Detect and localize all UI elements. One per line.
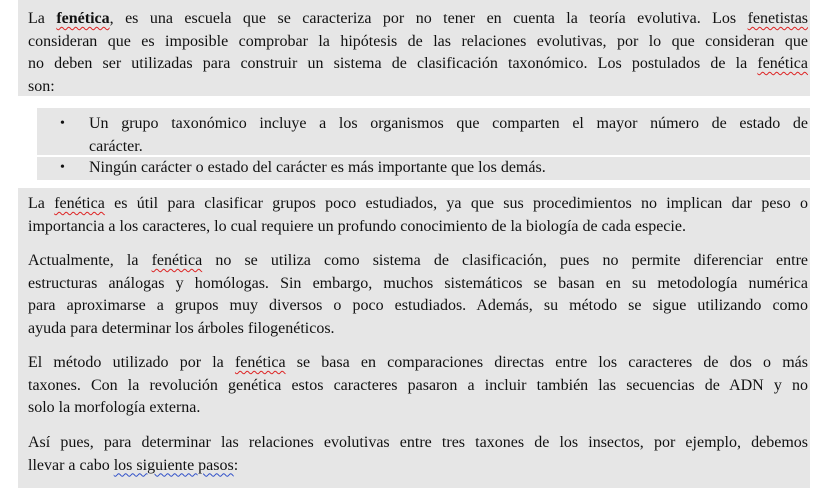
bullet-icon: • xyxy=(60,116,65,131)
bullet-text xyxy=(89,157,808,180)
spell-flag[interactable]: fenética xyxy=(54,195,105,212)
spell-flag[interactable]: fenética xyxy=(757,55,808,72)
text-line: no deben ser utilizadas para construir un sistema de clasificación taxonómico. Los postulados de la fenética xyxy=(28,55,808,72)
paragraph-steps[interactable] xyxy=(28,432,808,477)
text-line: importancia a los caracteres, lo cual requiere un profundo conocimiento de la biología de cada especie. xyxy=(28,217,686,235)
text-line: taxones. Con la revolución genética estos caracteres pasaron a incluir también las secuencias de ADN y no xyxy=(28,376,808,394)
text-line: estructuras análogas y homólogas. Sin embargo, muchos sistemáticos se basan en su metodología numérica xyxy=(28,274,808,292)
text-line: Un grupo taxonómico incluye a los organismos que comparten el mayor número de estado de xyxy=(89,115,808,132)
text-line: carácter. xyxy=(89,137,143,155)
text-line: llevar a cabo los siguiente pasos: xyxy=(28,456,239,474)
bullet-icon: • xyxy=(60,160,65,175)
spell-flag[interactable]: fenética xyxy=(151,252,203,269)
intro-paragraph[interactable] xyxy=(28,8,808,98)
text-line: consideran que es imposible comprobar la hipótesis de las relaciones evolutivas, por lo que consideran que xyxy=(28,32,808,50)
text-line: solo la morfología externa. xyxy=(28,399,201,416)
paragraph-current-use[interactable] xyxy=(28,250,808,340)
bullet-text xyxy=(89,113,808,158)
spell-flag[interactable]: fenética xyxy=(234,354,286,371)
grammar-flag[interactable]: los siguiente pasos xyxy=(113,456,234,474)
text-line: para aproximarse a grupos muy diversos o poco estudiados. Además, su método se sigue utilizando como xyxy=(28,297,808,314)
spell-flag[interactable]: fenética xyxy=(56,10,110,27)
text-line: La fenética es útil para clasificar grupos poco estudiados, ya que sus procedimientos no implican dar peso o xyxy=(28,195,809,212)
text-line: Actualmente, la fenética no se utiliza como sistema de clasificación, pues no permite diferenciar entre xyxy=(28,252,809,269)
text-line: La fenética, es una escuela que se caracteriza por no tener en cuenta la teoría evolutiva. Los fenetistas xyxy=(28,10,809,27)
paragraph-method[interactable] xyxy=(28,352,808,420)
paragraph-utility[interactable] xyxy=(28,193,808,238)
text-line: Así pues, para determinar las relaciones evolutivas entre tres taxones de los insectos, por ejemplo, debemos xyxy=(28,434,808,451)
text-line: son: xyxy=(28,77,55,95)
text-line: ayuda para determinar los árboles filogenéticos. xyxy=(28,319,335,337)
text-line: El método utilizado por la fenética se basa en comparaciones directas entre los caracteres de dos o más xyxy=(28,354,808,371)
text-line: Ningún carácter o estado del carácter es más importante que los demás. xyxy=(89,159,546,176)
spell-flag[interactable]: fenetistas xyxy=(747,10,809,27)
